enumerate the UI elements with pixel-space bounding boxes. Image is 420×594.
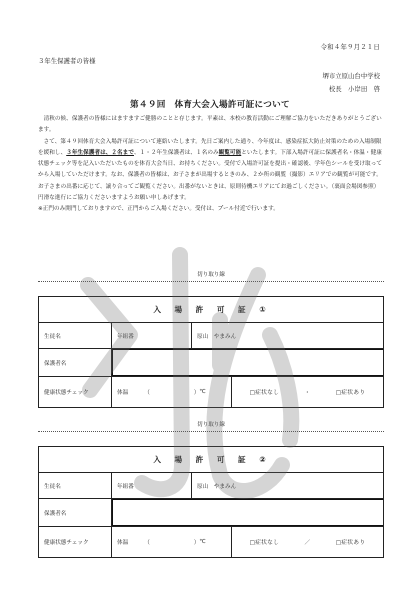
viewing-notice: 観覧可能 xyxy=(218,149,242,156)
body-text: さて、第４９回体育大会入場許可証について連絡いたします。先日ご案内した通り、今年度は、感染症拡大防止対策のための入場制限を緩和し、 xyxy=(38,138,382,156)
body-paragraph-2 xyxy=(38,137,384,205)
paren-open: （ xyxy=(144,540,150,546)
gate-notice: ※正門のみ開門しておりますので、正門からご入場ください。受付は、プール付近で行います。 xyxy=(38,206,279,213)
no-symptom-checkbox[interactable]: □症状なし xyxy=(249,540,280,546)
symptom-checkbox[interactable]: □症状あり xyxy=(335,390,366,396)
class-number-label: 年組番 xyxy=(112,473,192,498)
cut-line-2 xyxy=(38,420,384,432)
limit-notice: ３年生保護者は、２名まで xyxy=(66,149,134,156)
permit-title: 入 場 許 可 証 ① xyxy=(39,297,383,323)
entry-permit-1 xyxy=(38,296,384,408)
guardian-row xyxy=(39,349,383,377)
principal-name: 校長 小岸田 啓 xyxy=(328,85,380,93)
recipient-line: ３年生保護者の皆様 xyxy=(38,57,96,65)
cut-line-label: 切り取り線 xyxy=(197,272,225,278)
entry-permit-2 xyxy=(38,446,384,558)
body-paragraph-1: 清秋の候、保護者の皆様にはますますご健勝のことと存じます。平素は、本校の教育活動にご理解ご協力をいただきありがとうございます。 xyxy=(38,116,382,134)
temperature-label: 体温 xyxy=(117,390,129,396)
student-label: 生徒名 xyxy=(39,473,112,498)
school-name: 堺市立原山台中学校 xyxy=(322,72,380,80)
guardian-row xyxy=(39,499,383,527)
cut-line-label: 切り取り線 xyxy=(197,422,225,428)
student-row xyxy=(39,473,383,499)
celsius-unit: ℃ xyxy=(199,389,206,395)
paren-close: ） xyxy=(193,540,200,546)
page-title: 第４９回 体育大会入場許可証について xyxy=(130,100,290,110)
body-text: 、１・２年生保護者は、１名のみ xyxy=(133,149,219,156)
guardian-label: 保護者名 xyxy=(39,499,112,526)
permit-title: 入 場 許 可 証 ② xyxy=(39,447,383,473)
sender-block xyxy=(322,70,380,96)
temperature-field[interactable] xyxy=(112,527,232,557)
symptom-check xyxy=(232,527,383,557)
issue-date: 令和４年９月２１日 xyxy=(320,43,380,51)
dotted-divider xyxy=(38,431,384,432)
guardian-name-field[interactable] xyxy=(112,349,383,376)
cut-line-1 xyxy=(38,270,384,282)
separator: ／ xyxy=(304,540,311,546)
class-number-label: 年組番 xyxy=(112,323,192,348)
student-row xyxy=(39,323,383,349)
notice-body xyxy=(38,114,384,216)
paren-close: ） xyxy=(193,390,200,396)
student-label: 生徒名 xyxy=(39,323,112,348)
health-check-label: 健康状態チェック xyxy=(39,377,112,407)
paren-open: （ xyxy=(144,390,150,396)
dotted-divider xyxy=(38,281,384,282)
body-text: といたします。下部入場許可証に保護者名・体温・健康状態チェック等を記入いただいたものを体育大会当日、お持ちください。受付で入場許可証を提出・確認後、学年色シールを受け取ってから入場していただけます。なお、保護者の皆様は、お子さまが出場するときのみ、２か所の観覧（撮影）エリアでの観覧が可能です。お子さまの出番に応じて、譲り合ってご観覧ください。出番がないときは、原則待機エリアにてお過ごしください。（裏面会場図参照）円滑な進行にご協力くださいますようお願い申しあげます。 xyxy=(38,149,382,202)
no-symptom-checkbox[interactable]: □症状なし xyxy=(249,390,280,396)
symptom-check xyxy=(232,377,383,407)
temperature-label: 体温 xyxy=(117,540,129,546)
student-name: 原山 やまみん xyxy=(197,333,237,340)
guardian-name-field[interactable] xyxy=(112,499,383,526)
health-check-label: 健康状態チェック xyxy=(39,527,112,557)
health-row xyxy=(39,527,383,557)
celsius-unit: ℃ xyxy=(199,539,206,545)
guardian-label: 保護者名 xyxy=(39,349,112,376)
temperature-field[interactable] xyxy=(112,377,232,407)
separator: ・ xyxy=(304,390,311,396)
student-name: 原山 やまみん xyxy=(197,483,237,490)
health-row xyxy=(39,377,383,407)
symptom-checkbox[interactable]: □症状あり xyxy=(335,540,366,546)
